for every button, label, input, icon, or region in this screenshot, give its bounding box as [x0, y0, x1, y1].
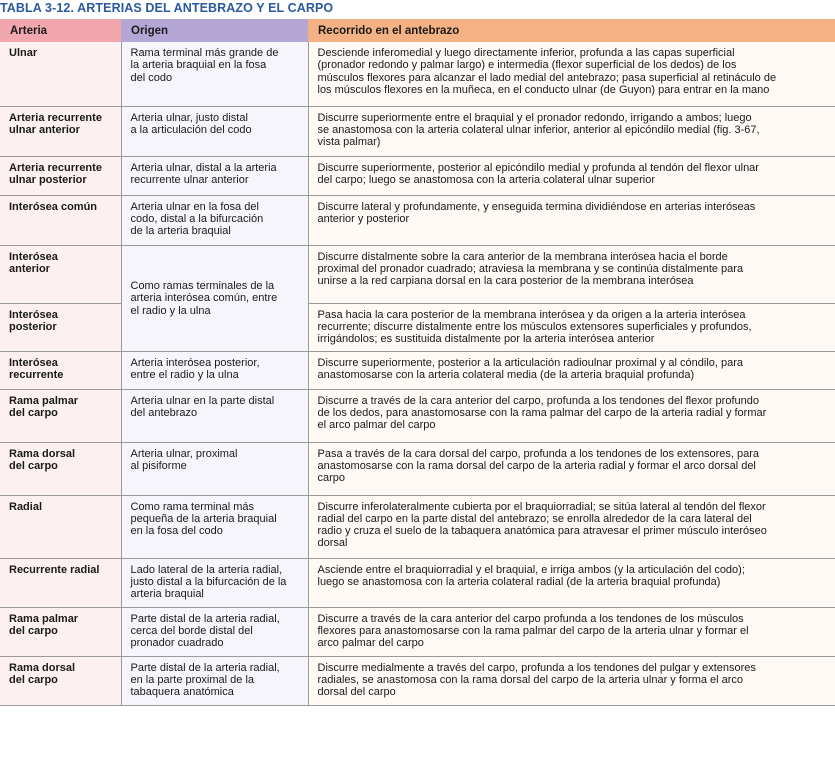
table-title	[0, 0, 333, 18]
table-title-text: ARTERIAS DEL ANTEBRAZO Y EL CARPO	[77, 1, 334, 15]
artery-cell	[0, 42, 121, 106]
course-cell	[308, 656, 835, 705]
course-cell-line: anastomosarse con la rama dorsal del carpo de la arteria radial y formar el arco dorsal del	[317, 459, 756, 472]
course-cell-line: arco palmar del carpo	[317, 637, 424, 650]
origin-cell-line: Parte distal de la arteria radial,	[130, 661, 280, 674]
artery-cell-line: recurrente	[9, 368, 64, 381]
artery-cell-line: del carpo	[9, 673, 58, 686]
table-row	[0, 558, 835, 607]
table-row	[0, 351, 835, 389]
table-row	[0, 156, 835, 195]
artery-cell-line: Arteria recurrente	[9, 161, 102, 174]
artery-cell-line: anterior	[9, 262, 50, 275]
artery-cell	[0, 195, 121, 245]
course-cell-line: Discurre medialmente a través del carpo, profunda a los tendones del pulgar y extensores	[317, 661, 756, 674]
origin-cell-line: en la fosa del codo	[130, 525, 223, 538]
course-cell	[308, 195, 835, 245]
origin-cell-line: Arteria ulnar en la fosa del	[130, 200, 259, 213]
course-cell-line: (pronador redondo y palmar largo) e intermedia (flexor superficial de los dedos) de los	[317, 59, 737, 72]
origin-cell-line: Parte distal de la arteria radial,	[130, 612, 280, 625]
origin-cell-line: pequeña de la arteria braquial	[130, 512, 277, 525]
artery-cell-line: Interósea	[9, 308, 58, 321]
course-cell-line: Pasa hacia la cara posterior de la membrana interósea y da origen a la arteria interósea	[317, 308, 746, 321]
artery-cell-line: del carpo	[9, 459, 58, 472]
course-cell-line: irrigándolos; es sustituida distalmente por la arteria interósea anterior	[317, 333, 655, 346]
course-cell-line: dorsal del carpo	[317, 686, 396, 699]
origin-cell-line: Arteria interósea posterior,	[130, 356, 260, 369]
origin-cell-line: Arteria ulnar en la parte distal	[130, 394, 275, 407]
course-cell-line: proximal del pronador cuadrado; atraviesa la membrana y se continúa distalmente para	[317, 262, 744, 275]
course-cell-line: Discurre superiormente, posterior al epicóndilo medial y profunda al tendón del flexor ulnar	[317, 161, 759, 174]
artery-cell	[0, 351, 121, 389]
artery-cell	[0, 245, 121, 303]
origin-cell	[121, 351, 308, 389]
course-cell	[308, 495, 835, 558]
header-artery: Arteria	[0, 19, 121, 42]
course-cell	[308, 156, 835, 195]
header-course: Recorrido en el antebrazo	[308, 19, 835, 42]
origin-cell	[121, 156, 308, 195]
artery-cell-line: Interósea	[9, 250, 58, 263]
course-cell-line: Discurre a través de la cara anterior del carpo profunda a los tendones de los músculos	[317, 612, 744, 625]
course-cell-line: anterior y posterior	[317, 212, 410, 225]
course-cell-line: Discurre a través de la cara anterior del carpo, profunda a los tendones del flexor profundo	[317, 394, 759, 407]
origin-cell	[121, 195, 308, 245]
course-cell-line: Desciende inferomedial y luego directamente inferior, profunda a las capas superficial	[317, 47, 735, 59]
origin-cell-line: la arteria braquial en la fosa	[130, 59, 267, 72]
course-cell	[308, 442, 835, 495]
origin-cell-line: del antebrazo	[130, 406, 198, 419]
origin-cell-line: a la articulación del codo	[130, 123, 252, 136]
origin-cell-line: codo, distal a la bifurcación	[130, 212, 264, 225]
artery-cell	[0, 303, 121, 351]
artery-cell	[0, 106, 121, 156]
origin-cell-line: Arteria ulnar, proximal	[130, 447, 238, 460]
origin-cell	[121, 42, 308, 106]
origin-cell-line: Rama terminal más grande de	[130, 47, 279, 59]
table-body	[0, 42, 835, 705]
artery-cell	[0, 156, 121, 195]
origin-cell-line: recurrente ulnar anterior	[130, 173, 249, 186]
course-cell-line: flexores para anastomosarse con la rama palmar del carpo de la arteria ulnar y formar el	[317, 624, 749, 637]
course-cell-line: radiales, se anastomosa con la rama dorsal del carpo de la arteria ulnar y forma el arco	[317, 673, 744, 686]
course-cell-line: del carpo; luego se anastomosa con la arteria colateral ulnar superior	[317, 173, 656, 186]
table-row	[0, 42, 835, 106]
course-cell	[308, 389, 835, 442]
origin-cell-line: Arteria ulnar, justo distal	[130, 111, 248, 124]
artery-cell	[0, 442, 121, 495]
origin-cell-line: cerca del borde distal del	[130, 624, 253, 637]
origin-cell	[121, 106, 308, 156]
origin-cell-line: de la arteria braquial	[130, 225, 231, 238]
course-cell	[308, 607, 835, 656]
origin-cell-line: Como ramas terminales de la	[130, 280, 275, 293]
origin-cell	[121, 558, 308, 607]
course-cell-line: luego se anastomosa con la arteria colateral radial (de la arteria braquial profunda)	[317, 575, 721, 588]
course-cell-line: los músculos flexores en la muñeca, en el conducto ulnar (de Guyon) para entrar en la mano	[317, 83, 770, 96]
artery-cell-line: Ulnar	[9, 47, 38, 59]
course-cell-line: dorsal	[317, 537, 348, 550]
origin-cell	[121, 245, 308, 351]
origin-cell-line: arteria braquial	[130, 588, 204, 601]
origin-cell	[121, 442, 308, 495]
artery-cell-line: del carpo	[9, 624, 58, 637]
course-cell-line: de los dedos, para anastomosarse con la rama palmar del carpo de la arteria radial y formar	[317, 406, 767, 419]
artery-cell-line: Rama dorsal	[9, 447, 76, 460]
origin-cell-line: arteria interósea común, entre	[130, 292, 278, 305]
artery-cell	[0, 558, 121, 607]
origin-cell-line: el radio y la ulna	[130, 304, 211, 317]
table-row	[0, 389, 835, 442]
origin-cell-line: pronador cuadrado	[130, 637, 224, 650]
artery-cell	[0, 656, 121, 705]
course-cell	[308, 303, 835, 351]
origin-cell-line: Como rama terminal más	[130, 500, 254, 513]
course-cell-line: carpo	[317, 472, 346, 485]
course-cell-line: radio y cruza el suelo de la tabaquera anatómica para atravesar el primer músculo interóseo	[317, 525, 767, 538]
header-origin: Origen	[121, 19, 308, 42]
course-cell-line: Discurre superiormente entre el braquial y el pronador redondo, irrigando a ambos; luego	[317, 111, 752, 124]
artery-cell	[0, 607, 121, 656]
artery-cell-line: posterior	[9, 320, 57, 333]
course-cell	[308, 245, 835, 303]
artery-cell-line: del carpo	[9, 406, 58, 419]
artery-cell	[0, 389, 121, 442]
course-cell-line: anastomosarse con la arteria colateral media (de la arteria braquial profunda)	[317, 368, 695, 381]
course-cell-line: unirse a la red carpiana dorsal en la cara posterior de la membrana interósea	[317, 275, 694, 288]
origin-cell-line: del codo	[130, 71, 173, 84]
artery-cell-line: Rama palmar	[9, 394, 79, 407]
origin-cell-line: Arteria ulnar, distal a la arteria	[130, 161, 277, 174]
course-cell-line: músculos flexores para alcanzar el lado medial del antebrazo; pasa superficial al retináculo de	[317, 71, 777, 84]
course-cell-line: radial del carpo en la parte distal del antebrazo; se enrolla alrededor de la cara lateral del	[317, 512, 752, 525]
origin-cell	[121, 607, 308, 656]
artery-cell-line: Radial	[9, 500, 43, 513]
table-row	[0, 656, 835, 705]
artery-cell-line: Rama dorsal	[9, 661, 76, 674]
course-cell	[308, 558, 835, 607]
artery-cell-line: Rama palmar	[9, 612, 79, 625]
course-cell-line: el arco palmar del carpo	[317, 419, 436, 432]
course-cell-line: recurrente; discurre distalmente entre los músculos extensores superficiales y profundos,	[317, 320, 752, 333]
course-cell	[308, 106, 835, 156]
origin-cell-line: tabaquera anatómica	[130, 686, 234, 699]
artery-cell-line: Recurrente radial	[9, 563, 100, 576]
artery-cell-line: Interósea común	[9, 200, 98, 213]
origin-cell	[121, 389, 308, 442]
course-cell-line: Discurre superiormente, posterior a la articulación radioulnar proximal y al cóndilo, para	[317, 356, 744, 369]
course-cell-line: se anastomosa con la arteria colateral ulnar inferior, anterior al epicóndilo medial (fig. 3-67,	[317, 123, 760, 136]
table-row	[0, 245, 835, 303]
origin-cell-line: al pisiforme	[130, 459, 187, 472]
artery-cell-line: Interósea	[9, 356, 58, 369]
course-cell-line: Asciende entre el braquiorradial y el braquial, e irriga ambos (y la articulación del codo);	[317, 563, 745, 576]
origin-cell-line: justo distal a la bifurcación de la	[130, 575, 287, 588]
table-row	[0, 442, 835, 495]
artery-cell	[0, 495, 121, 558]
table-row	[0, 607, 835, 656]
table-number: TABLA 3-12.	[0, 1, 75, 15]
origin-cell-line: entre el radio y la ulna	[130, 368, 239, 381]
table-header-row	[0, 19, 835, 42]
artery-cell-line: Arteria recurrente	[9, 111, 102, 124]
course-cell-line: vista palmar)	[317, 136, 381, 149]
arteries-table	[0, 19, 835, 706]
origin-cell	[121, 656, 308, 705]
course-cell-line: Pasa a través de la cara dorsal del carpo, profunda a los tendones de los extensores, para	[317, 447, 759, 460]
origin-cell	[121, 495, 308, 558]
artery-cell-line: ulnar posterior	[9, 173, 87, 186]
course-cell	[308, 351, 835, 389]
origin-cell-line: Lado lateral de la arteria radial,	[130, 563, 283, 576]
course-cell-line: Discurre inferolateralmente cubierta por el braquiorradial; se sitúa lateral al tendón del flexor	[317, 500, 766, 513]
table-row	[0, 495, 835, 558]
table-row	[0, 106, 835, 156]
course-cell-line: Discurre distalmente sobre la cara anterior de la membrana interósea hacia el borde	[317, 250, 728, 263]
course-cell	[308, 42, 835, 106]
artery-cell-line: ulnar anterior	[9, 123, 80, 136]
table-row	[0, 195, 835, 245]
origin-cell-line: en la parte proximal de la	[130, 673, 255, 686]
course-cell-line: Discurre lateral y profundamente, y enseguida termina dividiéndose en arterias interóseas	[317, 200, 756, 213]
